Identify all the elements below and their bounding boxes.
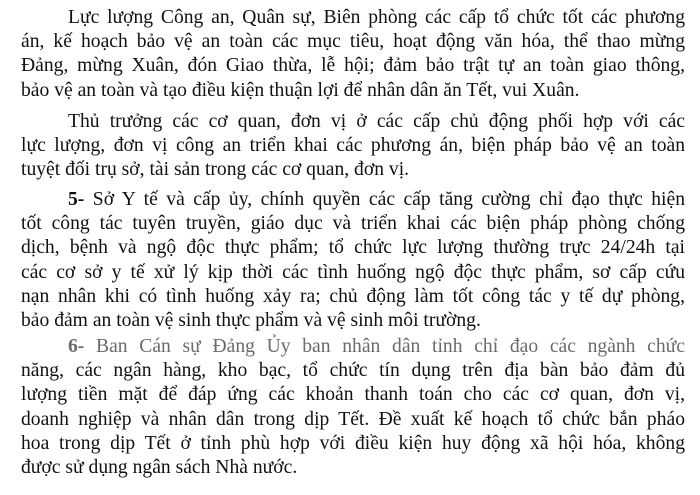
text-line: án, kế hoạch bảo vệ an toàn các mục tiêu, hoạt động văn hóa, thể thao mừng (21, 31, 685, 53)
text-line: doanh nghiệp và nhân dân trong dịp Tết. Đề xuất kế hoạch tổ chức bắn pháo (21, 408, 685, 430)
text-line (21, 335, 685, 359)
text-line (21, 188, 685, 212)
text-line: tuyệt đối trụ sở, tài sản trong các cơ quan, đơn vị. (21, 159, 410, 181)
text-line: các cơ sở y tế xử lý kịp thời các tình huống ngộ độc thực phẩm, sơ cấp cứu (21, 261, 685, 283)
item-number: 6- (68, 336, 85, 357)
paragraph-item-5-health (21, 188, 685, 333)
text-line: lực lượng, đơn vị công an triển khai các phương án, biện pháp bảo vệ an toàn (21, 135, 685, 157)
text-line: năng, các ngân hàng, kho bạc, tổ chức tín dụng trên địa bàn bảo đảm đủ (21, 360, 685, 382)
paragraph-security-forces (21, 6, 685, 103)
text-line: nạn nhân khi có tình huống xảy ra; chủ động làm tốt công tác y tế dự phòng, (21, 285, 685, 307)
text-line: Đảng, mừng Xuân, đón Giao thừa, lễ hội; đảm bảo trật tự an toàn giao thông, (21, 55, 685, 77)
text-line: Lực lượng Công an, Quân sự, Biên phòng các cấp tổ chức tốt các phương (68, 7, 685, 28)
paragraph-agency-heads (21, 110, 685, 183)
text-line: được sử dụng ngân sách Nhà nước. (21, 457, 298, 479)
text-line: lượng tiền mặt để đáp ứng các khoản thanh toán cho các cơ quan, đơn vị, (21, 384, 685, 406)
text-line: hoa trong dịp Tết ở tỉnh phù hợp với điều kiện huy động xã hội hóa, không (21, 432, 685, 454)
text-line: bảo đảm an toàn vệ sinh thực phẩm và vệ sinh môi trường. (21, 310, 481, 332)
paragraph-item-6-finance (21, 335, 685, 480)
item-text: Ban Cán sự Đảng Ủy ban nhân dân tỉnh chỉ đạo các ngành chức (96, 336, 685, 357)
text-line: bảo vệ an toàn và tạo điều kiện thuận lợi để nhân dân ăn Tết, vui Xuân. (21, 79, 580, 101)
item-number: 5- (68, 189, 85, 210)
text-line: dịch, bệnh và ngộ độc thực phẩm; tổ chức lực lượng thường trực 24/24h tại (21, 237, 685, 259)
text-line: Thủ trưởng các cơ quan, đơn vị ở các cấp chủ động phối hợp với các (68, 111, 685, 132)
text-line: tốt công tác tuyên truyền, giáo dục và triển khai các biện pháp phòng chống (21, 213, 685, 235)
item-text: Sở Y tế và cấp ủy, chính quyền các cấp tăng cường chỉ đạo thực hiện (92, 189, 685, 210)
